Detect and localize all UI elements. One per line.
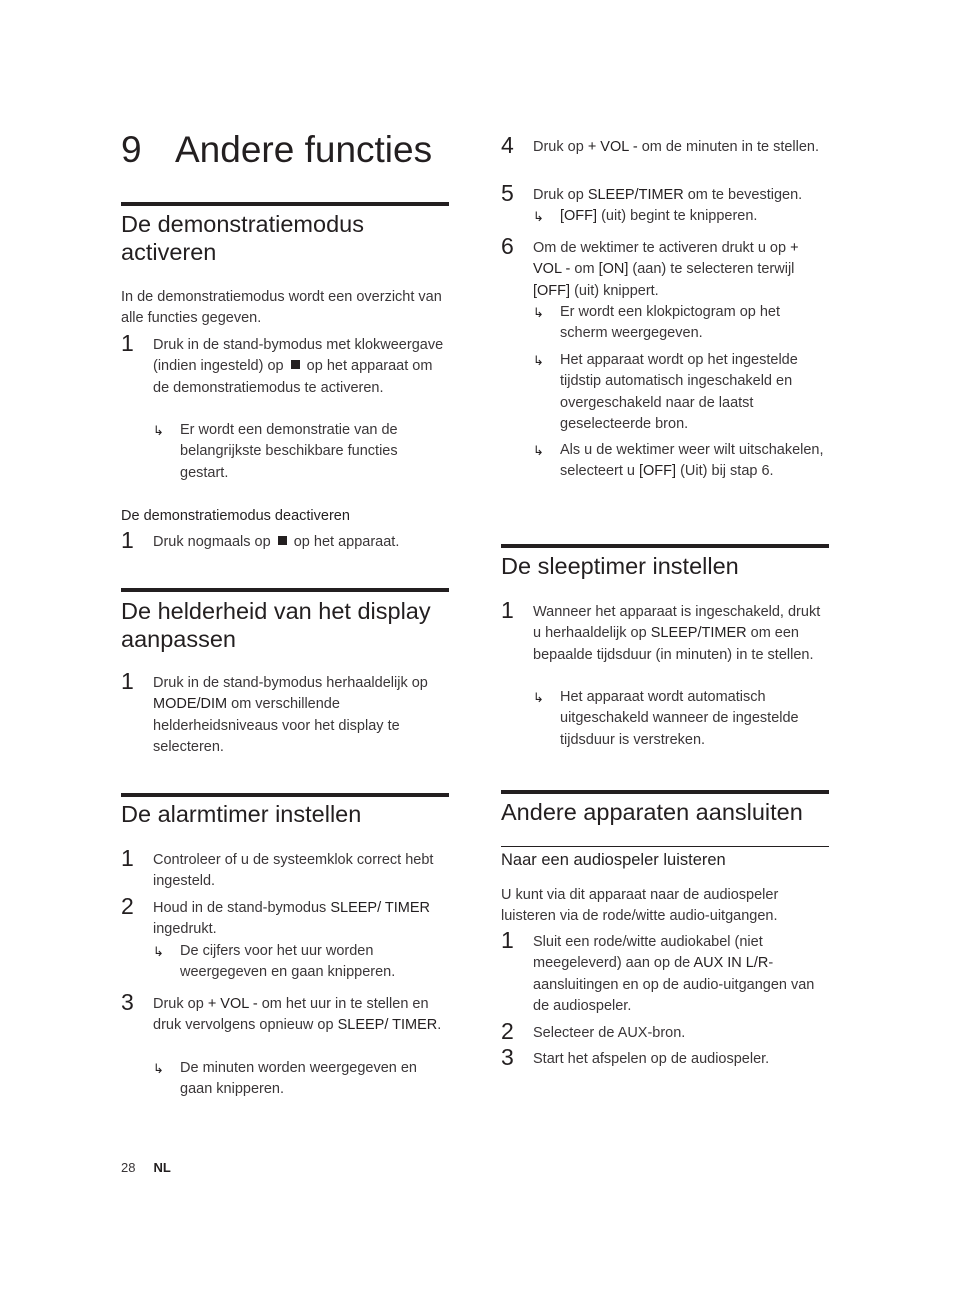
section-heading-alarm: De alarmtimer instellen (121, 801, 362, 827)
section-heading-brightness: De helderheid van het display aanpassen (121, 598, 431, 652)
key-label: [OFF] (560, 208, 598, 224)
alarm-step-4: 4 Druk op + VOL - om de minuten in te stellen. (501, 132, 820, 158)
sleep-step-1-result: ↳ Het apparaat wordt automatisch uitgeschakeld wanneer de ingestelde tijdsduur is verstreken. (533, 689, 799, 748)
step-number: 5 (501, 180, 514, 206)
section-rule (501, 544, 829, 548)
key-label: SLEEP/TIMER (587, 187, 684, 203)
alarm-step-3-result: ↳ De minuten worden weergegeven en gaan knipperen. (153, 1060, 417, 1098)
key-label: MODE/DIM (153, 696, 228, 713)
result-arrow-icon: ↳ (533, 443, 544, 458)
key-label: [ON] (598, 261, 629, 278)
step-number: 1 (121, 330, 134, 356)
alarm-step-5-result: ↳ [OFF] (uit) begint te knipperen. (533, 206, 829, 227)
result-arrow-icon: ↳ (533, 209, 544, 224)
section-rule (121, 202, 449, 206)
key-label: [OFF] (533, 282, 571, 299)
alarm-step-2: 2 Houd in de stand-bymodus SLEEP/ TIMER ingedrukt. (121, 893, 430, 938)
section-heading-demo: De demonstratiemodus activeren (121, 211, 364, 265)
other-intro: U kunt via dit apparaat naar de audiospeler luisteren via de rode/witte audio-uitgangen. (501, 887, 779, 925)
demo-step-1: 1 Druk in de stand-bymodus met klokweergave (indien ingesteld) op op het apparaat om de demonstratiemodus te activeren. (121, 330, 444, 396)
result-arrow-icon: ↳ (533, 305, 544, 320)
step-number: 1 (121, 527, 134, 553)
section-heading-other-devices: Andere apparaten aansluiten (501, 799, 803, 825)
alarm-step-6-result-3: ↳ Als u de wektimer weer wilt uitschakelen, selecteert u [OFF] (Uit) bij stap 6. (533, 442, 824, 480)
key-label: SLEEP/TIMER (650, 625, 747, 642)
language-code: NL (153, 1160, 171, 1175)
step-number: 3 (121, 989, 134, 1015)
alarm-step-1: 1 Controleer of u de systeemklok correct hebt ingesteld. (121, 845, 434, 890)
section-heading-sleeptimer: De sleeptimer instellen (501, 553, 739, 579)
result-arrow-icon: ↳ (533, 353, 544, 368)
subsection-rule (501, 846, 829, 847)
step-number: 2 (121, 893, 134, 919)
stop-square-icon (278, 536, 287, 545)
step-number: 1 (121, 845, 134, 871)
alarm-step-6-result-2: ↳ Het apparaat wordt op het ingestelde tijdstip automatisch ingeschakeld en overgeschakeld naar de laatst geselecteerde bron. (533, 352, 798, 432)
key-label: SLEEP/ TIMER (330, 900, 430, 916)
alarm-step-6-result-1: ↳ Er wordt een klokpictogram op het scherm weergegeven. (533, 304, 781, 342)
key-label: + VOL - (587, 139, 638, 155)
demo-deactivate-subheading: De demonstratiemodus deactiveren (121, 508, 350, 524)
section-rule (121, 588, 449, 592)
alarm-step-6: 6 Om de wektimer te activeren drukt u op + VOL - om [ON] (aan) te selecteren terwijl [OFF] (uit) knippert. (501, 233, 799, 299)
chapter-title (121, 130, 449, 170)
key-label: AUX IN L/R (693, 955, 769, 972)
page-footer (121, 1160, 171, 1176)
result-arrow-icon: ↳ (153, 944, 164, 959)
key-label: + VOL - (207, 996, 258, 1012)
key-label: + VOL - (533, 240, 799, 278)
other-step-2: 2 Selecteer de AUX-bron. (501, 1018, 686, 1044)
step-number: 2 (501, 1018, 514, 1044)
demo-intro: In de demonstratiemodus wordt een overzicht van alle functies gegeven. (121, 289, 442, 327)
step-number: 1 (501, 597, 514, 623)
subsection-heading-audioplayer: Naar een audiospeler luisteren (501, 851, 726, 869)
other-step-3: 3 Start het afspelen op de audiospeler. (501, 1044, 770, 1070)
other-step-1: 1 Sluit een rode/witte audiokabel (niet meegeleverd) aan op de AUX IN L/R-aansluitingen en op de audio-uitgangen van de audiospeler. (501, 927, 815, 1014)
step-number: 6 (501, 233, 514, 259)
step-number: 1 (121, 668, 134, 694)
alarm-step-2-result: ↳ De cijfers voor het uur worden weergegeven en gaan knipperen. (153, 943, 396, 981)
key-label: [OFF] (639, 463, 677, 480)
demo-step-1-result: ↳ Er wordt een demonstratie van de belangrijkste beschikbare functies gestart. (153, 422, 398, 481)
step-number: 3 (501, 1044, 514, 1070)
result-arrow-icon: ↳ (533, 690, 544, 705)
stop-square-icon (291, 360, 300, 369)
step-number: 1 (501, 927, 514, 953)
chapter-number: 9 (121, 129, 142, 170)
brightness-step-1: 1 Druk in de stand-bymodus herhaaldelijk op MODE/DIM om verschillende helderheidsniveaus voor het display te selecteren. (121, 668, 428, 755)
page-number: 28 (121, 1160, 136, 1175)
result-arrow-icon: ↳ (153, 423, 164, 438)
demo-deactivate-step-1: 1 Druk nogmaals op op het apparaat. (121, 527, 400, 553)
section-rule (121, 793, 449, 797)
result-arrow-icon: ↳ (153, 1061, 164, 1076)
alarm-step-3: 3 Druk op + VOL - om het uur in te stellen en druk vervolgens opnieuw op SLEEP/ TIMER. (121, 989, 442, 1034)
section-rule (501, 790, 829, 794)
step-number: 4 (501, 132, 514, 158)
sleep-step-1: 1 Wanneer het apparaat is ingeschakeld, drukt u herhaaldelijk op SLEEP/TIMER om een bepaalde tijdsduur (in minuten) in te stellen. (501, 597, 821, 663)
alarm-step-5: 5 Druk op SLEEP/TIMER om te bevestigen. (501, 180, 803, 206)
chapter-name: Andere functies (175, 129, 433, 170)
key-label: SLEEP/ TIMER (337, 1017, 438, 1034)
